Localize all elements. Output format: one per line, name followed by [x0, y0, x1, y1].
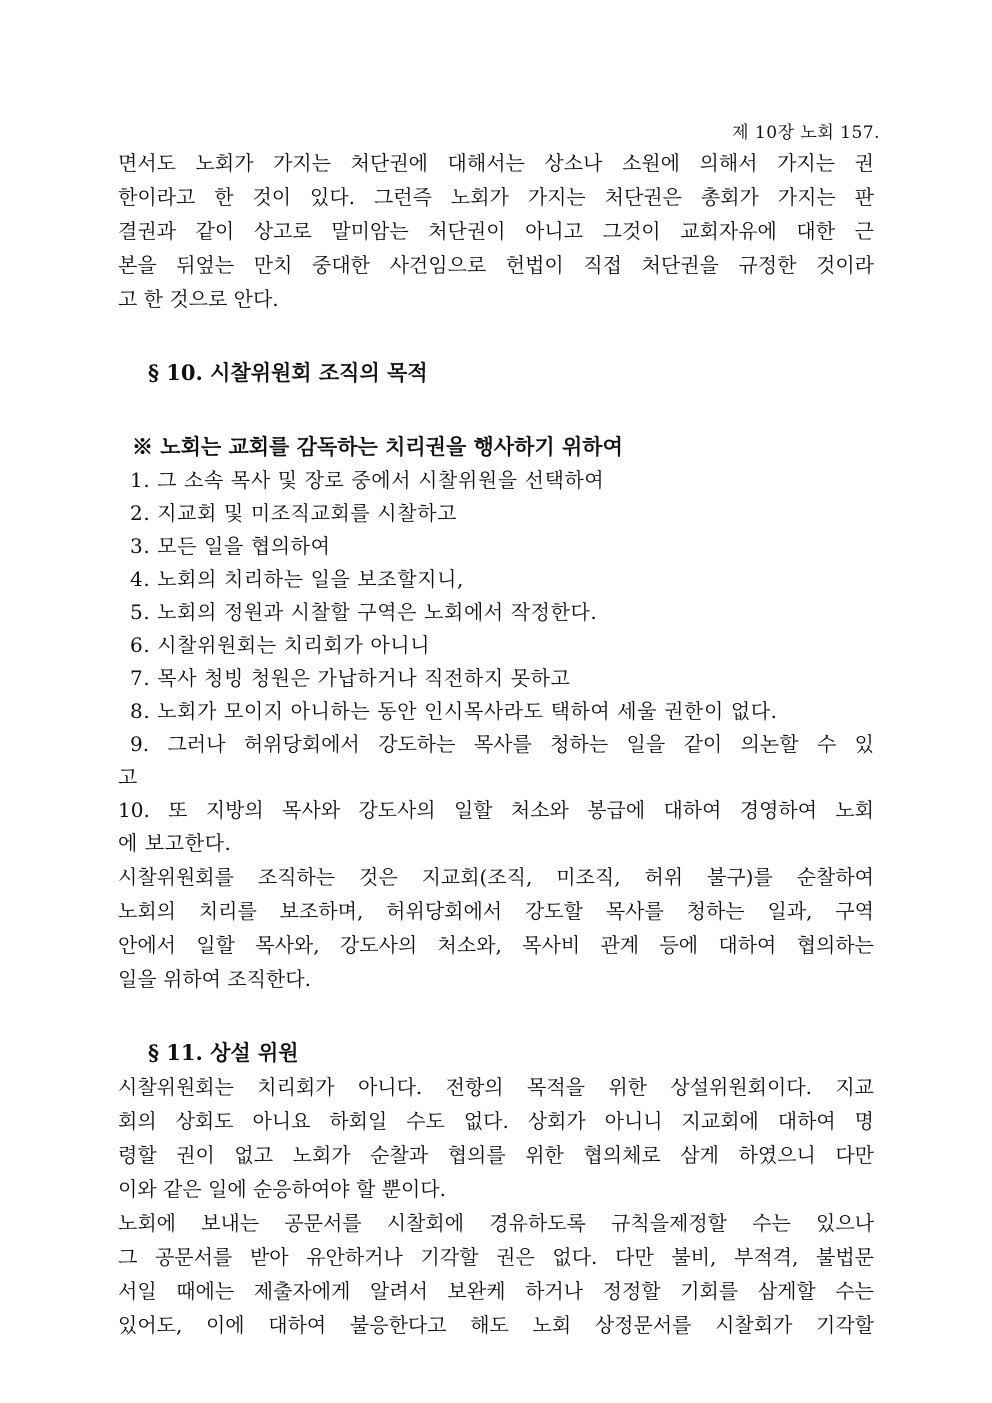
text-line: 회의 상회도 아니요 하회일 수도 없다. 상회가 아니니 지교회에 대하여 명: [118, 1109, 874, 1133]
page-body: [118, 146, 874, 1342]
text-line: 안에서 일할 목사와, 강도사의 처소와, 목사비 관계 등에 대하여 협의하는: [118, 933, 874, 957]
text-line: 결권과 같이 상고로 말미암는 처단권이 아니고 그것이 교회자유에 대한 근: [118, 219, 874, 243]
list-item: 4. 노회의 치리하는 일을 보조할지니,: [130, 567, 464, 591]
text-line: 령할 권이 없고 노회가 순찰과 협의를 위한 협의체로 삼게 하였으니 다만: [118, 1143, 874, 1167]
section-heading-10: § 10. 시찰위원회 조직의 목적: [148, 360, 428, 385]
text-line: 있어도, 이에 대하여 불응한다고 해도 노회 상정문서를 시찰회가 기각할: [118, 1313, 874, 1337]
list-item: 1. 그 소속 목사 및 장로 중에서 시찰위원을 선택하여: [130, 468, 605, 492]
running-header: 제 10장 노회 157.: [732, 123, 880, 143]
text-line: 고 한 것으로 안다.: [118, 287, 279, 311]
text-line: 노회의 치리를 보조하며, 허위당회에서 강도할 목사를 청하는 일과, 구역: [118, 899, 874, 923]
numbered-list: [118, 464, 874, 860]
text-line: 한이라고 한 것이 있다. 그런즉 노회가 가지는 처단권은 총회가 가지는 판: [118, 185, 874, 209]
list-item: 3. 모든 일을 협의하여: [130, 534, 331, 558]
paragraph-continued: [118, 146, 874, 316]
section-11-paragraph-2: [118, 1206, 874, 1342]
list-item-continuation: 고: [118, 765, 138, 789]
section-subheading: ※ 노회는 교회를 감독하는 치리권을 행사하기 위하여: [132, 434, 623, 459]
text-line: 서일 때에는 제출자에게 알려서 보완케 하거나 정정할 기회를 삼게할 수는: [118, 1279, 874, 1303]
text-line: 시찰위원회를 조직하는 것은 지교회(조직, 미조직, 허위 불구)를 순찰하여: [118, 865, 874, 889]
text-line: 그 공문서를 받아 유안하거나 기각할 권은 없다. 다만 불비, 부적격, 불법문: [118, 1245, 874, 1269]
list-item-continuation: 에 보고한다.: [118, 831, 232, 855]
text-line: 시찰위원회는 치리회가 아니다. 전항의 목적을 위한 상설위원회이다. 지교: [118, 1075, 874, 1099]
text-line: 면서도 노회가 가지는 처단권에 대해서는 상소나 소원에 의해서 가지는 권: [118, 151, 874, 175]
section-11-paragraph-1: [118, 1070, 874, 1206]
section-heading-11: § 11. 상설 위원: [148, 1040, 299, 1065]
list-item: 6. 시찰위원회는 치리회가 아니니: [130, 633, 431, 657]
section-10-paragraph: [118, 860, 874, 996]
list-item: 8. 노회가 모이지 아니하는 동안 인시목사라도 택하여 세울 권한이 없다.: [130, 699, 778, 723]
list-item: 10. 또 지방의 목사와 강도사의 일할 처소와 봉급에 대하여 경영하여 노회: [118, 798, 874, 822]
text-line: 본을 뒤엎는 만치 중대한 사건임으로 헌법이 직접 처단권을 규정한 것이라: [118, 253, 874, 277]
list-item: 9. 그러나 허위당회에서 강도하는 목사를 청하는 일을 같이 의논할 수 있: [130, 732, 874, 756]
text-line: 이와 같은 일에 순응하여야 할 뿐이다.: [118, 1177, 446, 1201]
list-item: 5. 노회의 정원과 시찰할 구역은 노회에서 작정한다.: [130, 600, 598, 624]
list-item: 2. 지교회 및 미조직교회를 시찰하고: [130, 501, 457, 525]
text-line: 일을 위하여 조직한다.: [118, 967, 311, 991]
list-item: 7. 목사 청빙 청원은 가납하거나 직전하지 못하고: [130, 666, 571, 690]
text-line: 노회에 보내는 공문서를 시찰회에 경유하도록 규칙을제정할 수는 있으나: [118, 1211, 874, 1235]
